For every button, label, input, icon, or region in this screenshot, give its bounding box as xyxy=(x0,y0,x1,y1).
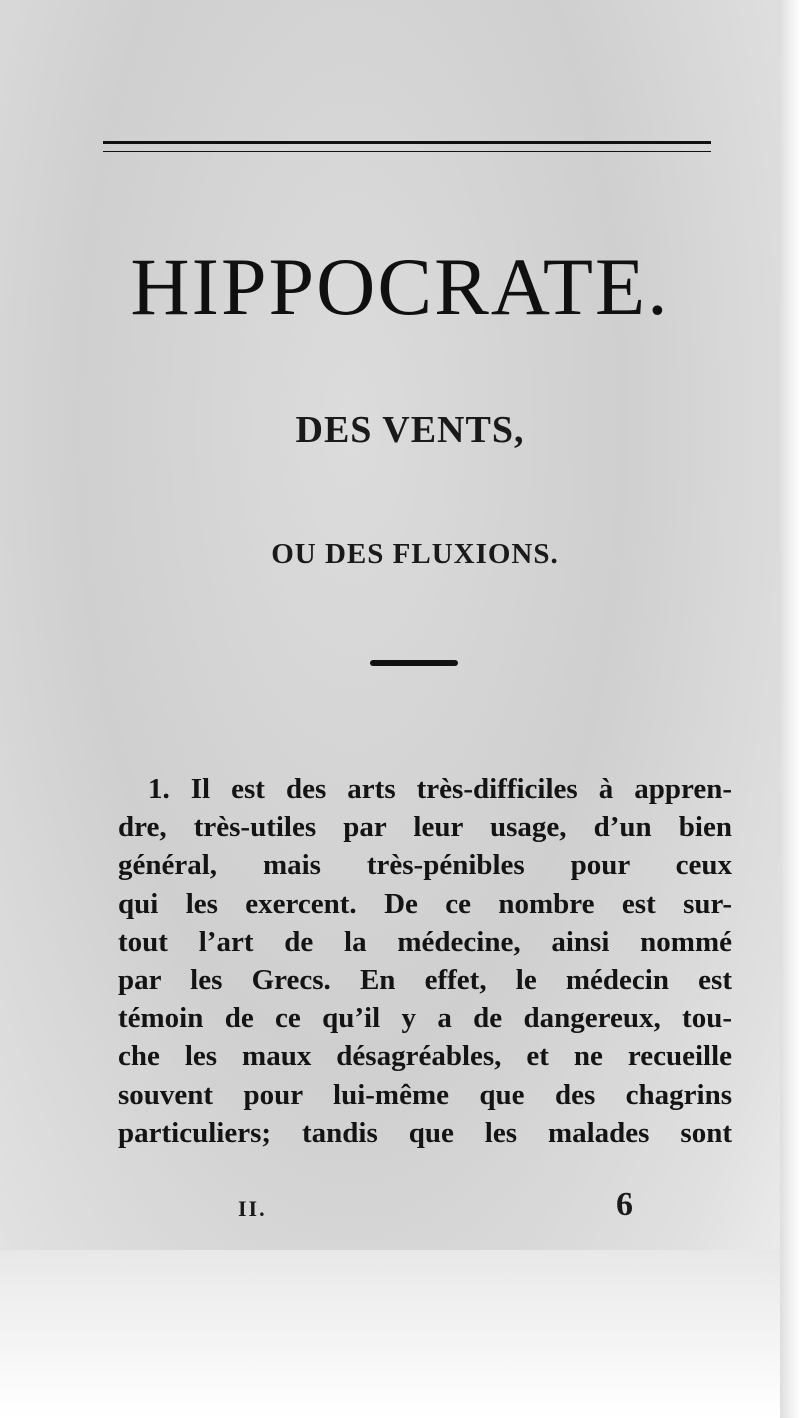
text-line: qui les exercent. De ce nombre est sur- xyxy=(118,887,732,920)
header-double-rule xyxy=(103,141,711,152)
text-line: tout l’art de la médecine, ainsi nommé xyxy=(118,925,732,958)
text-line: dre, très-utiles par leur usage, d’un bien xyxy=(118,811,732,844)
text-line: particuliers; tandis que les malades sont xyxy=(118,1116,732,1149)
page-number: 6 xyxy=(616,1186,633,1223)
text-line: général, mais très-pénibles pour ceux xyxy=(118,849,732,882)
text-line: che les maux désagréables, et ne recueille xyxy=(118,1040,732,1073)
text-line: 1. Il est des arts très-difficiles à appren- xyxy=(148,773,732,805)
text-line: souvent pour lui-même que des chagrins xyxy=(118,1078,732,1111)
body-paragraph xyxy=(118,770,732,1152)
text-line: par les Grecs. En effet, le médecin est xyxy=(118,964,732,997)
book-title: HIPPOCRATE. xyxy=(130,241,670,332)
treatise-title: DES VENTS, xyxy=(295,409,525,451)
alternate-title: OU DES FLUXIONS. xyxy=(271,538,559,570)
page-bottom-margin xyxy=(0,1250,780,1418)
section-divider xyxy=(370,660,458,666)
signature-mark: II. xyxy=(238,1196,267,1221)
text-line: témoin de ce qu’il y a de dangereux, tou- xyxy=(118,1002,732,1035)
page-edge xyxy=(780,0,800,1418)
